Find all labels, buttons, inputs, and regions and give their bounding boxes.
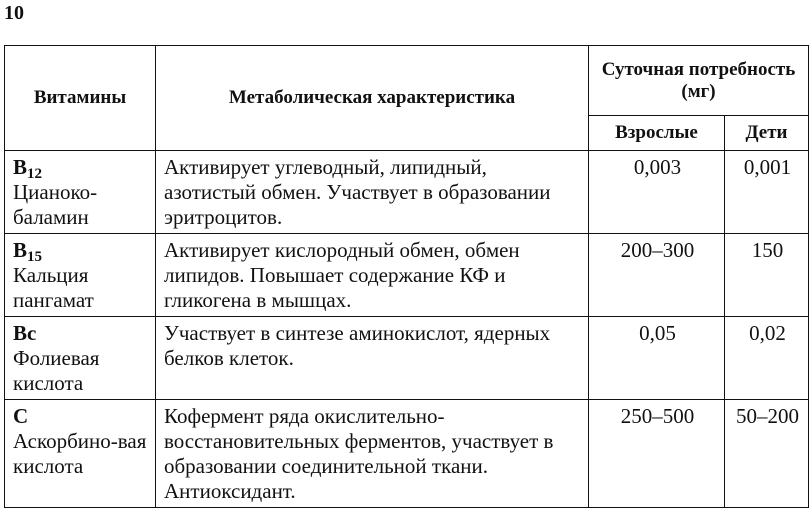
children-value: 0,001 xyxy=(725,151,809,234)
vitamin-code: Bc xyxy=(13,321,37,345)
vitamin-code: $B_{15}$ xyxy=(13,238,43,265)
children-value: 150 xyxy=(725,234,809,317)
header-adults: Взрослые xyxy=(589,116,725,151)
vitamin-name: Цианоко-баламин xyxy=(13,180,98,229)
adults-value: 0,003 xyxy=(589,151,725,234)
header-characteristic: Метаболическая характеристика xyxy=(156,46,589,151)
description-cell: Кофермент ряда окислительно-восстановительных ферментов, участвует в образовании соединительной ткани. Антиоксидант. xyxy=(156,400,589,508)
header-children: Дети xyxy=(725,116,809,151)
header-row xyxy=(5,46,809,116)
adults-value: 0,05 xyxy=(589,317,725,400)
vitamin-cell xyxy=(5,151,156,234)
description-cell: Активирует кислородный обмен, обмен липидов. Повышает содержание КФ и гликогена в мышцах. xyxy=(156,234,589,317)
description-cell: Активирует углеводный, липидный, азотистый обмен. Участвует в образовании эритроцитов. xyxy=(156,151,589,234)
description-cell: Участвует в синтезе аминокислот, ядерных белков клеток. xyxy=(156,317,589,400)
table-row xyxy=(5,400,809,508)
vitamin-name: Аскорбино-вая кислота xyxy=(13,429,147,478)
vitamin-code: C xyxy=(13,404,29,428)
table-row xyxy=(5,151,809,234)
vitamin-code: $B_{12}$ xyxy=(13,155,43,182)
vitamins-table xyxy=(4,45,809,508)
vitamin-cell xyxy=(5,317,156,400)
children-value: 50–200 xyxy=(725,400,809,508)
adults-value: 250–500 xyxy=(589,400,725,508)
vitamin-name: Кальция пангамат xyxy=(13,263,94,312)
table-row xyxy=(5,234,809,317)
table-row xyxy=(5,317,809,400)
page-number: 10 xyxy=(4,2,24,24)
header-daily-need: Суточная потребность (мг) xyxy=(589,46,809,116)
adults-value: 200–300 xyxy=(589,234,725,317)
children-value: 0,02 xyxy=(725,317,809,400)
header-vitamins: Витамины xyxy=(5,46,156,151)
vitamin-cell xyxy=(5,400,156,508)
vitamin-cell xyxy=(5,234,156,317)
vitamin-name: Фолиевая кислота xyxy=(13,346,100,395)
